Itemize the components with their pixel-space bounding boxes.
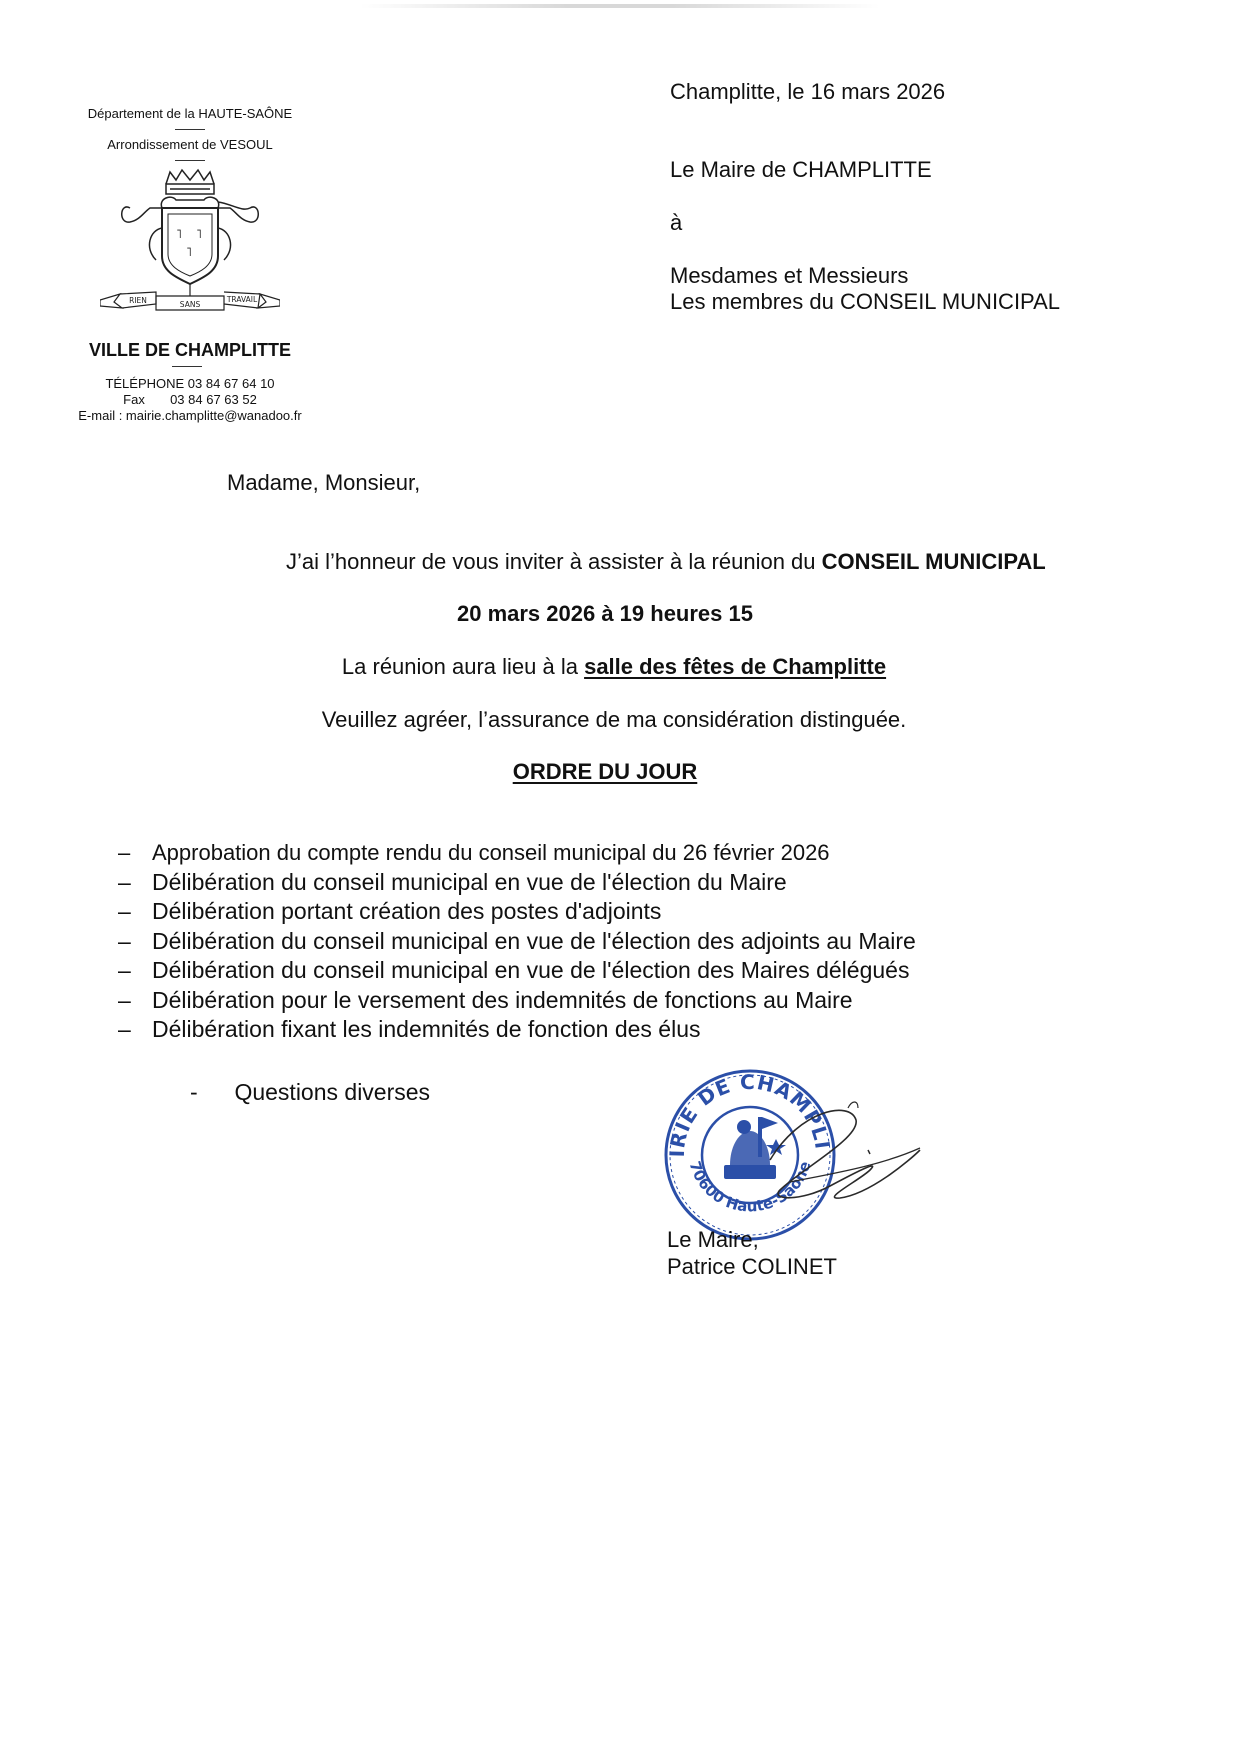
misc-item-text: Questions diverses bbox=[234, 1079, 431, 1105]
motto-word: TRAVAIL bbox=[226, 295, 258, 304]
scan-edge-shadow bbox=[360, 4, 880, 8]
city-name: VILLE DE CHAMPLITTE bbox=[89, 340, 291, 360]
svg-text:˥: ˥ bbox=[186, 245, 192, 259]
divider bbox=[175, 160, 205, 161]
agenda-item-text: Délibération du conseil municipal en vue de l'élection du Maire bbox=[152, 868, 787, 895]
agenda-bullet: – bbox=[118, 957, 131, 983]
agenda-item bbox=[118, 868, 1118, 898]
svg-text:˥: ˥ bbox=[196, 227, 202, 241]
invitation-prefix: J’ai l’honneur de vous inviter à assister à la réunion du bbox=[286, 549, 822, 574]
agenda-item bbox=[118, 986, 1118, 1016]
salutation: Madame, Monsieur, bbox=[227, 470, 421, 495]
agenda-bullet: – bbox=[118, 868, 131, 895]
misc-item bbox=[190, 1079, 430, 1105]
location: salle des fêtes de Champlitte bbox=[584, 654, 887, 679]
agenda-title: ORDRE DU JOUR bbox=[512, 759, 698, 784]
stamp-text-bottom: 70600 Haute-Saône bbox=[685, 1159, 815, 1216]
agenda-item bbox=[118, 927, 1118, 957]
stamp-text-top: IRIE DE CHAMPLI bbox=[664, 1069, 835, 1158]
fax-label: Fax bbox=[123, 392, 145, 407]
agenda-item bbox=[118, 1015, 1118, 1045]
svg-text:˥: ˥ bbox=[176, 227, 182, 241]
invitation-line bbox=[286, 549, 1046, 575]
location-prefix: La réunion aura lieu à la bbox=[341, 654, 585, 679]
misc-bullet: - bbox=[190, 1079, 198, 1105]
sender: Le Maire de CHAMPLITTE bbox=[670, 157, 932, 182]
closing-line: Veuillez agréer, l’assurance de ma considération distinguée. bbox=[321, 707, 907, 732]
place-date: Champlitte, le 16 mars 2026 bbox=[670, 79, 946, 104]
signatory-title: Le Maire, bbox=[667, 1227, 759, 1252]
agenda-item-text: Délibération pour le versement des indemnités de fonctions au Maire bbox=[152, 986, 853, 1013]
fax-number: 03 84 67 63 52 bbox=[170, 392, 257, 407]
divider bbox=[172, 366, 202, 367]
agenda-item-text: Délibération du conseil municipal en vue de l'élection des Maires délégués bbox=[152, 957, 910, 983]
phone-line: TÉLÉPHONE 03 84 67 64 10 bbox=[105, 376, 275, 391]
invitation-bold: CONSEIL MUNICIPAL bbox=[821, 549, 1046, 574]
agenda-item bbox=[118, 956, 1118, 986]
motto-word: RIEN bbox=[129, 296, 147, 305]
agenda-item bbox=[118, 838, 1118, 868]
motto-word: SANS bbox=[179, 300, 201, 309]
coat-of-arms-icon bbox=[100, 168, 280, 318]
agenda-bullet: – bbox=[118, 1016, 131, 1042]
signatory-name: Patrice COLINET bbox=[667, 1254, 837, 1279]
recipient-line-2: Les membres du CONSEIL MUNICIPAL bbox=[670, 289, 1061, 314]
department-line: Département de la HAUTE-SAÔNE bbox=[87, 106, 293, 121]
email-line: E-mail : mairie.champlitte@wanadoo.fr bbox=[78, 408, 302, 423]
agenda-item-text: Délibération portant création des postes d'adjoints bbox=[152, 898, 662, 924]
agenda-bullet: – bbox=[118, 898, 131, 924]
recipient-line-1: Mesdames et Messieurs bbox=[670, 263, 909, 288]
agenda-bullet: – bbox=[118, 986, 131, 1013]
agenda-item bbox=[118, 897, 1118, 927]
arrondissement-line: Arrondissement de VESOUL bbox=[107, 137, 273, 152]
agenda-bullet: – bbox=[118, 840, 131, 865]
agenda-item-text: Délibération fixant les indemnités de fonction des élus bbox=[152, 1016, 701, 1042]
agenda-item-text: Approbation du compte rendu du conseil municipal du 26 février 2026 bbox=[152, 840, 830, 865]
meeting-datetime: 20 mars 2026 à 19 heures 15 bbox=[456, 601, 753, 626]
agenda-list bbox=[118, 838, 1118, 1045]
agenda-item-text: Délibération du conseil municipal en vue de l'élection des adjoints au Maire bbox=[152, 927, 916, 954]
fax-line bbox=[60, 392, 320, 408]
location-line bbox=[0, 654, 1228, 680]
agenda-bullet: – bbox=[118, 927, 131, 954]
divider bbox=[175, 129, 205, 130]
to-word: à bbox=[670, 210, 683, 235]
signature-icon bbox=[760, 1090, 940, 1220]
